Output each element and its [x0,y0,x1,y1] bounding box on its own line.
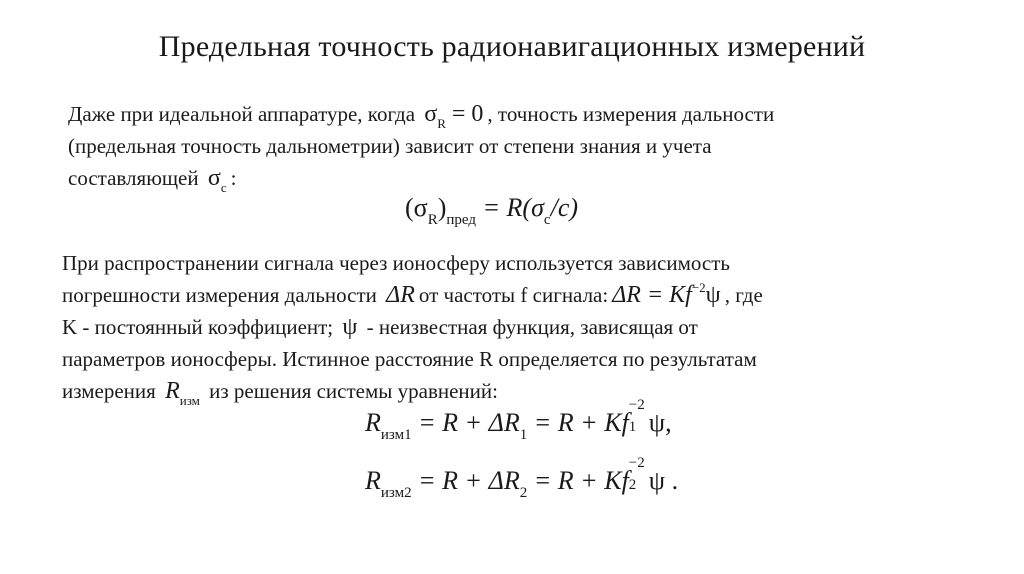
text-segment: , точность измерения дальности [487,102,775,126]
math-superscript: −2 [691,280,706,295]
math-expression: = R + Kf [533,466,629,495]
math-symbol: R [365,466,381,495]
math-expression: /c) [550,193,579,222]
math-sub-superscript [628,455,649,493]
text-segment: Даже при идеальной аппаратуре, когда [68,102,416,126]
math-superscript: −2 [628,455,645,471]
text-segment: из решения системы уравнений: [209,379,498,403]
inline-formula-sigma-c [208,162,227,197]
math-superscript: −2 [628,397,645,413]
math-expression: = R + ΔR [418,466,520,495]
formula-limit-accuracy [405,193,579,228]
math-symbol: σ [207,165,221,191]
math-symbol: ψ [705,282,721,308]
inline-formula-delta-r: ΔR [386,282,415,308]
text-segment: составляющей [68,166,199,190]
math-subscript: с [543,212,551,228]
math-expression: = R(σ [482,193,544,222]
math-subscript: изм2 [380,485,412,501]
paragraph-line: (предельная точность дальнометрии) зависит от степени знания и учета [68,134,712,158]
paragraph-line: При распространении сигнала через ионосферу используется зависимость [62,251,730,275]
text-segment: - неизвестная функция, зависящая от [366,315,698,339]
math-expression: (σ [405,193,428,222]
math-symbol: R [365,408,381,437]
math-subscript: R [427,212,438,228]
text-segment: K - постоянный коэффициент; [62,315,334,339]
math-expression: = R + ΔR [418,408,520,437]
paragraph-ionosphere [62,247,763,407]
paragraph-line: параметров ионосферы. Истинное расстояние R определяется по результатам [62,347,757,371]
math-expression: = R + Kf [533,408,629,437]
slide-title: Предельная точность радионавигационных измерений [158,30,866,63]
text-segment: : [230,166,237,190]
math-expression: ΔR = Kf [612,282,692,308]
inline-formula-sigma-r [424,98,483,133]
paragraph-line [68,162,774,194]
math-subscript: изм1 [380,427,412,443]
math-symbol: σ [424,101,438,127]
math-subscript: пред [446,212,476,228]
text-segment: , где [724,283,763,307]
text-segment: погрешности измерения дальности [62,283,377,307]
inline-formula-r-meas [165,375,200,410]
formula-equation-2 [365,455,679,501]
math-subscript: 1 [628,419,637,435]
paragraph-line [68,98,774,130]
math-subscript: с [220,180,227,195]
paragraph-line [62,279,763,311]
text-segment: от частоты f сигнала: [418,283,609,307]
inline-formula-delta-r-kf [612,279,721,314]
paragraph-line [62,311,763,343]
math-subscript: 2 [519,485,528,501]
paragraph-line [62,375,763,407]
math-expression: = 0 [451,101,484,127]
text-segment: измерения [62,379,156,403]
math-symbol: R [165,378,180,404]
formula-equation-1 [365,397,672,443]
math-expression: ψ . [648,466,679,495]
math-subscript: 2 [628,477,637,493]
math-sub-superscript [628,397,649,435]
math-expression: ψ, [648,408,672,437]
math-subscript: изм [179,393,200,408]
math-subscript: 1 [519,427,528,443]
paragraph-ideal-equipment [68,98,774,194]
inline-formula-psi: ψ [342,314,358,340]
math-subscript: R [437,116,446,131]
math-expression: ) [437,193,447,222]
